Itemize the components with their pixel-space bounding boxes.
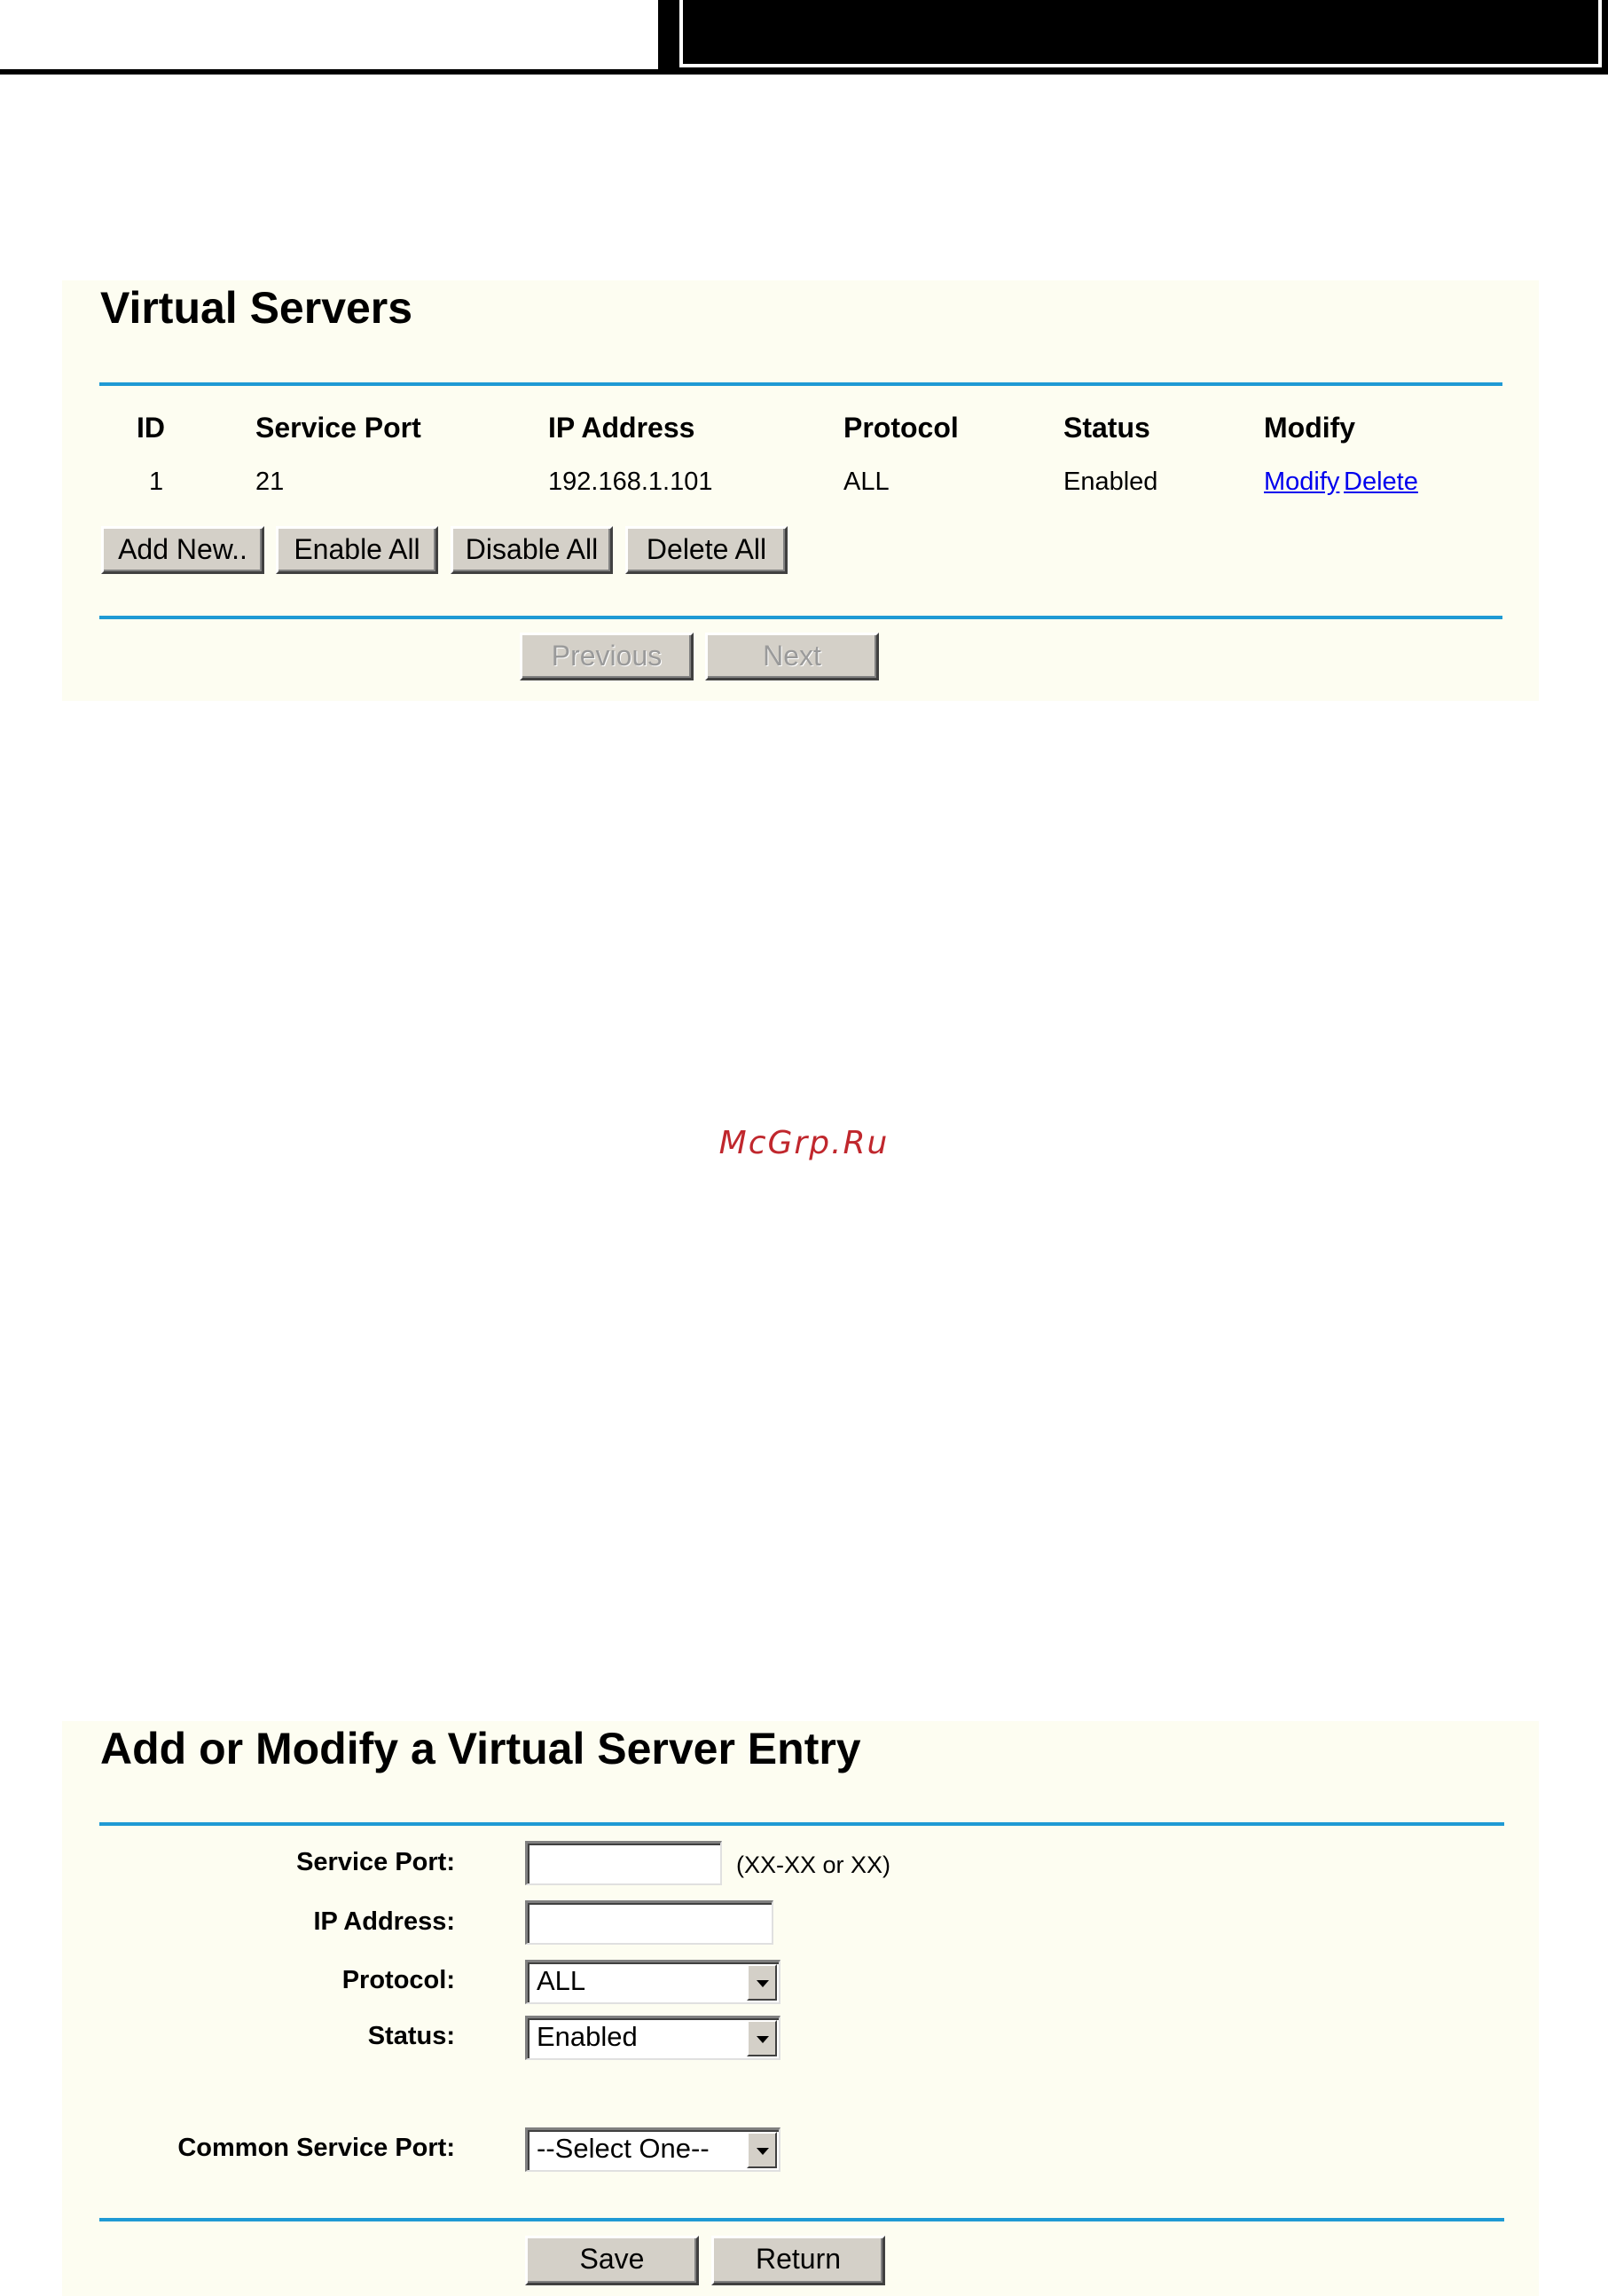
- status-select[interactable]: [525, 2016, 780, 2060]
- save-button[interactable]: Save: [525, 2236, 699, 2285]
- next-button[interactable]: Next: [705, 633, 879, 680]
- header-bar-frame: [679, 0, 1602, 67]
- ip-address-label: IP Address:: [313, 1907, 455, 1936]
- entry-form-panel: [62, 1721, 1539, 2296]
- common-service-port-selected-value: --Select One--: [537, 2133, 710, 2164]
- service-port-label: Service Port:: [296, 1848, 455, 1876]
- service-port-input[interactable]: [525, 1841, 722, 1885]
- service-port-hint: (XX-XX or XX): [736, 1852, 891, 1878]
- row-status: Enabled: [1063, 468, 1158, 496]
- common-service-port-label: Common Service Port:: [177, 2134, 455, 2162]
- modify-link[interactable]: Modify: [1264, 468, 1340, 496]
- previous-button[interactable]: Previous: [520, 633, 694, 680]
- column-header-id: ID: [137, 412, 165, 444]
- watermark: McGrp.Ru: [718, 1125, 890, 1161]
- ip-address-input[interactable]: [525, 1900, 773, 1945]
- column-header-service-port: Service Port: [255, 412, 421, 444]
- form-top-divider: [99, 1822, 1504, 1826]
- column-header-status: Status: [1063, 412, 1150, 444]
- column-header-modify: Modify: [1264, 412, 1356, 444]
- form-bottom-divider: [99, 2218, 1504, 2221]
- bottom-divider: [99, 616, 1502, 619]
- chevron-down-icon[interactable]: [747, 1964, 777, 2001]
- return-button[interactable]: Return: [711, 2236, 885, 2285]
- status-label: Status:: [367, 2022, 455, 2050]
- enable-all-button[interactable]: Enable All: [276, 526, 438, 574]
- chevron-down-icon[interactable]: [747, 2020, 777, 2056]
- delete-all-button[interactable]: Delete All: [625, 526, 788, 574]
- row-service-port: 21: [255, 468, 285, 496]
- row-protocol: ALL: [843, 468, 890, 496]
- delete-link[interactable]: Delete: [1344, 468, 1418, 496]
- row-ip-address: 192.168.1.101: [548, 468, 713, 496]
- header-bar-left: [0, 69, 658, 75]
- row-id: 1: [149, 468, 164, 496]
- column-header-protocol: Protocol: [843, 412, 959, 444]
- chevron-down-icon[interactable]: [747, 2132, 777, 2168]
- top-divider: [99, 382, 1502, 386]
- protocol-label: Protocol:: [341, 1966, 455, 1994]
- column-header-ip-address: IP Address: [548, 412, 695, 444]
- disable-all-button[interactable]: Disable All: [451, 526, 613, 574]
- protocol-selected-value: ALL: [537, 1965, 586, 1996]
- status-selected-value: Enabled: [537, 2021, 638, 2052]
- entry-form-title: Add or Modify a Virtual Server Entry: [100, 1724, 861, 1773]
- common-service-port-select[interactable]: [525, 2127, 780, 2172]
- protocol-select[interactable]: [525, 1960, 780, 2004]
- virtual-servers-title: Virtual Servers: [100, 283, 413, 333]
- add-new-button[interactable]: Add New..: [101, 526, 264, 574]
